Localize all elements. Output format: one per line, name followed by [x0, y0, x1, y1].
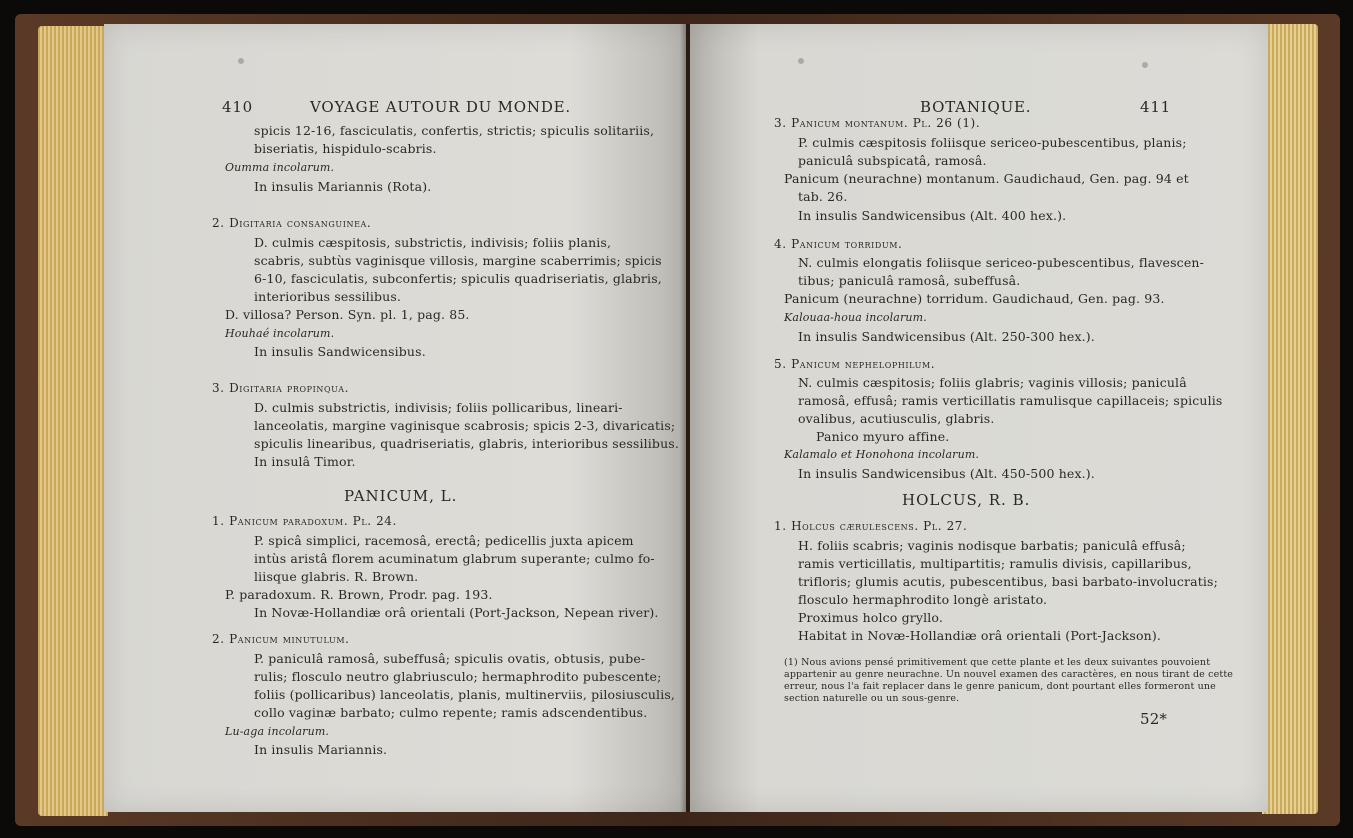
text-line: Houhaé incolarum. — [225, 327, 335, 340]
text-line: liisque glabris. R. Brown. — [254, 569, 419, 584]
species-heading: 5. Panicum nephelophilum. — [774, 357, 936, 371]
text-line: ovalibus, acutiusculis, glabris. — [798, 411, 995, 426]
text-line: N. culmis cæspitosis; foliis glabris; vaginis villosis; paniculâ — [798, 375, 1187, 390]
foxing-spot — [238, 58, 244, 64]
footnote-line: appartenir au genre neurachne. Un nouvel examen des caractères, en nous tirant de cette — [784, 669, 1234, 680]
text-line: tibus; paniculâ ramosâ, subeffusâ. — [798, 273, 1021, 288]
text-line: In Novæ-Hollandiæ orâ orientali (Port-Jackson, Nepean river). — [254, 605, 659, 620]
text-line: collo vaginæ barbato; culmo repente; ramis adscendentibus. — [254, 705, 648, 720]
page-number: 410 — [222, 98, 254, 116]
signature-mark: 52* — [1140, 710, 1168, 728]
footnote-line: (1) Nous avions pensé primitivement que cette plante et les deux suivantes pouvoient — [784, 657, 1211, 668]
text-line: D. villosa? Person. Syn. pl. 1, pag. 85. — [225, 307, 470, 322]
text-line: paniculâ subspicatâ, ramosâ. — [798, 153, 987, 168]
text-line: In insulis Sandwicensibus (Alt. 450-500 hex.). — [798, 466, 1095, 481]
text-line: ramosâ, effusâ; ramis verticillatis ramulisque capillaceis; spiculis — [798, 393, 1223, 408]
species-heading: 2. Panicum minutulum. — [212, 632, 350, 646]
text-line: In insulis Sandwicensibus (Alt. 250-300 hex.). — [798, 329, 1095, 344]
genus-heading: HOLCUS, R. B. — [902, 491, 1031, 509]
text-line: Kalamalo et Honohona incolarum. — [784, 448, 980, 461]
text-line: ramis verticillatis, multipartitis; ramulis divisis, capillaribus, — [798, 556, 1192, 571]
text-line: Panico myuro affine. — [816, 429, 950, 444]
species-heading: 3. Digitaria propinqua. — [212, 381, 350, 395]
text-line: N. culmis elongatis foliisque sericeo-pubescentibus, flavescen- — [798, 255, 1204, 270]
page-edges-left — [38, 26, 108, 816]
species-heading: 4. Panicum torridum. — [774, 237, 903, 251]
species-heading: 3. Panicum montanum. Pl. 26 (1). — [774, 116, 981, 130]
species-heading: 1. Holcus cærulescens. Pl. 27. — [774, 519, 968, 533]
text-line: P. paniculâ ramosâ, subeffusâ; spiculis ovatis, obtusis, pube- — [254, 651, 646, 666]
text-line: Habitat in Novæ-Hollandiæ orâ orientali (Port-Jackson). — [798, 628, 1161, 643]
text-line: P. spicâ simplici, racemosâ, erectâ; pedicellis juxta apicem — [254, 533, 634, 548]
text-line: P. paradoxum. R. Brown, Prodr. pag. 193. — [225, 587, 493, 602]
text-line: intùs aristâ florem acuminatum glabrum superante; culmo fo- — [254, 551, 655, 566]
text-line: Proximus holco gryllo. — [798, 610, 943, 625]
text-line: H. foliis scabris; vaginis nodisque barbatis; paniculâ effusâ; — [798, 538, 1186, 553]
text-line: D. culmis cæspitosis, substrictis, indivisis; foliis planis, — [254, 235, 612, 250]
left-page — [104, 24, 686, 812]
text-line: flosculo hermaphrodito longè aristato. — [798, 592, 1048, 607]
text-line: tab. 26. — [798, 189, 848, 204]
text-line: In insulis Sandwicensibus (Alt. 400 hex.). — [798, 208, 1067, 223]
text-line: In insulâ Timor. — [254, 454, 356, 469]
species-heading: 1. Panicum paradoxum. Pl. 24. — [212, 514, 397, 528]
text-line: D. culmis substrictis, indivisis; foliis pollicaribus, lineari- — [254, 400, 623, 415]
right-page — [690, 24, 1268, 812]
text-line: In insulis Mariannis. — [254, 742, 388, 757]
page-number: 411 — [1140, 98, 1172, 116]
genus-heading: PANICUM, L. — [344, 487, 458, 505]
text-line: Lu-aga incolarum. — [225, 725, 330, 738]
text-line: rulis; flosculo neutro glabriusculo; hermaphrodito pubescente; — [254, 669, 662, 684]
text-line: Oumma incolarum. — [225, 161, 335, 174]
footnote-line: section naturelle ou un sous-genre. — [784, 693, 960, 704]
running-head: VOYAGE AUTOUR DU MONDE. — [310, 98, 571, 116]
text-line: Panicum (neurachne) torridum. Gaudichaud, Gen. pag. 93. — [784, 291, 1165, 306]
foxing-spot — [798, 58, 804, 64]
text-line: lanceolatis, margine vaginisque scabrosis; spicis 2-3, divaricatis; — [254, 418, 676, 433]
footnote-line: erreur, nous l'a fait replacer dans le genre panicum, dont pourtant elles formeront une — [784, 681, 1216, 692]
text-line: Kalouaa-houa incolarum. — [784, 311, 927, 324]
text-line: 6-10, fasciculatis, subconfertis; spiculis quadriseriatis, glabris, — [254, 271, 662, 286]
text-line: biseriatis, hispidulo-scabris. — [254, 141, 437, 156]
text-line: scabris, subtùs vaginisque villosis, margine scaberrimis; spicis — [254, 253, 662, 268]
text-line: P. culmis cæspitosis foliisque sericeo-pubescentibus, planis; — [798, 135, 1187, 150]
text-line: Panicum (neurachne) montanum. Gaudichaud, Gen. pag. 94 et — [784, 171, 1189, 186]
running-head: BOTANIQUE. — [920, 98, 1032, 116]
page-edges-right — [1262, 24, 1318, 814]
text-line: interioribus sessilibus. — [254, 289, 402, 304]
text-line: foliis (pollicaribus) lanceolatis, planis, multinerviis, pilosiusculis, — [254, 687, 676, 702]
species-heading: 2. Digitaria consanguinea. — [212, 216, 372, 230]
text-line: spicis 12-16, fasciculatis, confertis, strictis; spiculis solitariis, — [254, 123, 655, 138]
text-line: spiculis linearibus, quadriseriatis, glabris, interioribus sessilibus. — [254, 436, 679, 451]
text-line: In insulis Mariannis (Rota). — [254, 179, 432, 194]
text-line: In insulis Sandwicensibus. — [254, 344, 426, 359]
text-line: trifloris; glumis acutis, pubescentibus, basi barbato-involucratis; — [798, 574, 1218, 589]
foxing-spot — [1142, 62, 1148, 68]
